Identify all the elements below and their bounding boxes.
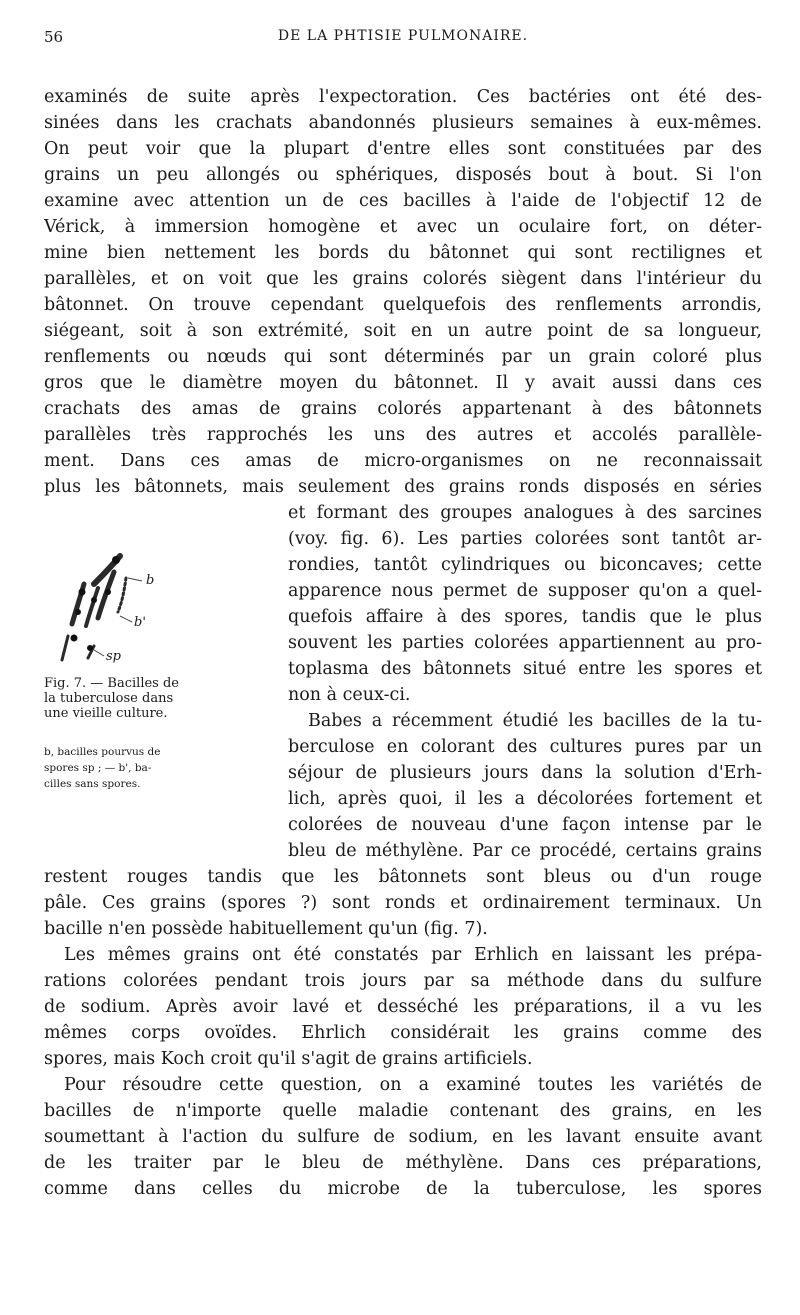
text-line: gros que le diamètre moyen du bâtonnet. Il y avait aussi dans ces	[44, 373, 762, 393]
text-line: bacilles de n'importe quelle maladie contenant des grains, en les	[44, 1101, 762, 1121]
text-line: grains un peu allongés ou sphériques, disposés bout à bout. Si l'on	[44, 165, 762, 185]
text-line: apparence nous permet de supposer qu'on a quel-	[288, 581, 762, 601]
text-line: berculose en colorant des cultures pures par un	[288, 737, 762, 757]
text-line: colorées de nouveau d'une façon intense par le	[288, 815, 762, 835]
text-line: souvent les parties colorées appartiennent au pro-	[288, 633, 762, 653]
figure-7	[44, 548, 284, 808]
legend-line: cilles sans spores.	[44, 778, 141, 790]
running-title: DE LA PHTISIE PULMONAIRE.	[277, 28, 529, 44]
figure-caption	[44, 676, 180, 721]
text-line: (voy. fig. 6). Les parties colorées sont tantôt ar-	[288, 529, 762, 549]
text-line: non à ceux-ci.	[288, 685, 411, 705]
text-line: On peut voir que la plupart d'entre elles sont constituées par des	[44, 139, 762, 159]
text-line: Pour résoudre cette question, on a examiné toutes les variétés de	[64, 1075, 762, 1095]
spore	[105, 589, 111, 595]
text-line: mêmes corps ovoïdes. Ehrlich considérait les grains comme des	[44, 1023, 762, 1043]
text-line: rondies, tantôt cylindriques ou biconcaves; cette	[288, 555, 762, 575]
bacilli-illustration	[54, 548, 164, 668]
legend-line: spores sp ; — b', ba-	[44, 762, 152, 774]
pointer-line	[94, 650, 104, 656]
label-b-prime: b'	[134, 615, 146, 630]
text-line: séjour de plusieurs jours dans la solution d'Erh-	[288, 763, 762, 783]
pointer-line	[128, 578, 142, 581]
text-line: sinées dans les crachats abandonnés plusieurs semaines à eux-mêmes.	[44, 113, 762, 133]
label-sp: sp	[106, 649, 121, 664]
text-line: toplasma des bâtonnets situé entre les spores et	[288, 659, 762, 679]
bacillus-rod	[86, 588, 98, 626]
text-line: bâtonnet. On trouve cependant quelquefois des renflements arrondis,	[44, 295, 762, 315]
spore	[75, 609, 81, 615]
caption-line: Fig. 7. — Bacilles de	[44, 676, 180, 691]
text-line: Les mêmes grains ont été constatés par Erhlich en laissant les prépa-	[64, 945, 762, 965]
label-b: b	[146, 573, 155, 588]
text-line: parallèles, et on voit que les grains colorés siègent dans l'intérieur du	[44, 269, 762, 289]
spore	[71, 635, 78, 642]
text-line: restent rouges tandis que les bâtonnets sont bleus ou d'un rouge	[44, 867, 762, 887]
spore	[91, 597, 97, 603]
text-line: bleu de méthylène. Par ce procédé, certains grains	[288, 841, 762, 861]
spore	[87, 645, 93, 651]
text-line: plus les bâtonnets, mais seulement des grains ronds disposés en séries	[44, 477, 762, 497]
text-line: parallèles très rapprochés les uns des autres et accolés parallèle-	[44, 425, 762, 445]
text-line: pâle. Ces grains (spores ?) sont ronds et ordinairement terminaux. Un	[44, 893, 762, 913]
spore	[79, 589, 86, 596]
spore	[112, 556, 120, 564]
text-line: lich, après quoi, il les a décolorées fortement et	[288, 789, 762, 809]
text-line: quefois affaire à des spores, tandis que le plus	[288, 607, 762, 627]
text-line: crachats des amas de grains colorés appartenant à des bâtonnets	[44, 399, 762, 419]
page-number: 56	[44, 28, 64, 46]
caption-line: une vieille culture.	[44, 706, 168, 721]
text-line: rations colorées pendant trois jours par sa méthode dans du sulfure	[44, 971, 762, 991]
text-line: bacille n'en possède habituellement qu'un (fig. 7).	[44, 919, 488, 939]
text-line: spores, mais Koch croit qu'il s'agit de grains artificiels.	[44, 1049, 533, 1069]
text-line: examine avec attention un de ces bacilles à l'aide de l'objectif 12 de	[44, 191, 762, 211]
text-line: Vérick, à immersion homogène et avec un oculaire fort, on déter-	[44, 217, 762, 237]
legend-line: b, bacilles pourvus de	[44, 746, 161, 758]
text-line: Babes a récemment étudié les bacilles de la tu-	[308, 711, 762, 731]
text-line: mine bien nettement les bords du bâtonnet qui sont rectilignes et	[44, 243, 762, 263]
text-line: renflements ou nœuds qui sont déterminés par un grain coloré plus	[44, 347, 762, 367]
text-line: de les traiter par le bleu de méthylène. Dans ces préparations,	[44, 1153, 762, 1173]
text-line: de sodium. Après avoir lavé et desséché les préparations, il a vu les	[44, 997, 762, 1017]
text-line: comme dans celles du microbe de la tuberculose, les spores	[44, 1179, 762, 1199]
text-line: siégeant, soit à son extrémité, soit en un autre point de sa longueur,	[44, 321, 762, 341]
bacillus-rod	[62, 636, 68, 660]
page-header	[44, 28, 762, 50]
caption-line: la tuberculose dans	[44, 691, 174, 706]
figure-legend	[44, 744, 164, 792]
text-line: et formant des groupes analogues à des sarcines	[288, 503, 762, 523]
pointer-line	[120, 616, 132, 622]
bacillus-rod	[118, 578, 126, 612]
text-line: ment. Dans ces amas de micro-organismes on ne reconnaissait	[44, 451, 762, 471]
text-line: soumettant à l'action du sulfure de sodium, en les lavant ensuite avant	[44, 1127, 762, 1147]
text-line: examinés de suite après l'expectoration. Ces bactéries ont été des-	[44, 87, 762, 107]
